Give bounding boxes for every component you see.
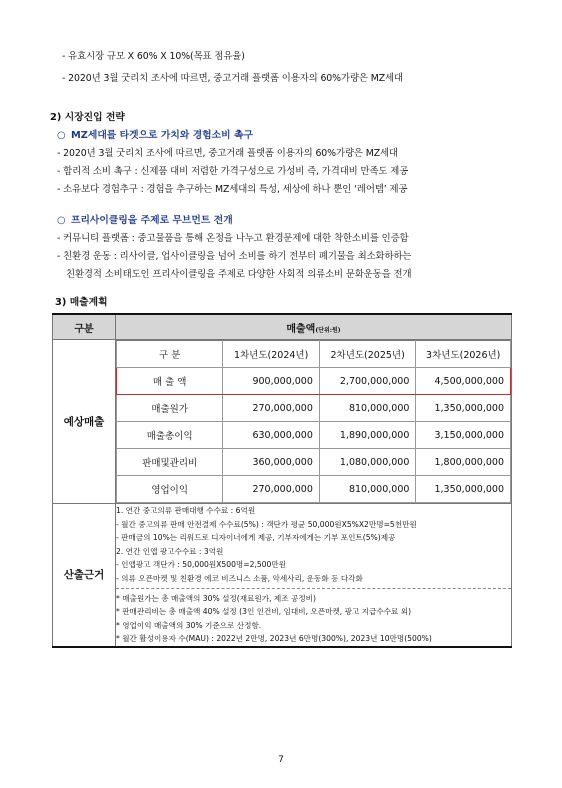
value-cell: 1,080,000,000 bbox=[319, 449, 416, 476]
table-row bbox=[117, 449, 511, 476]
value-cell: 1,890,000,000 bbox=[319, 422, 416, 449]
basis-note: * 월간 활성이용자 수(MAU) : 2022년 2만명, 2023년 6만명(300%), 2023년 10만명(500%) bbox=[116, 634, 432, 644]
row-label-basis: 산출근거 bbox=[53, 504, 116, 647]
row-label: 매 출 액 bbox=[117, 368, 223, 395]
header-cell: 구 분 bbox=[117, 341, 223, 368]
value-cell: 2,700,000,000 bbox=[319, 368, 416, 395]
sales-plan-table bbox=[52, 313, 512, 648]
table-col-label: 구분 bbox=[53, 314, 116, 340]
value-cell: 630,000,000 bbox=[223, 422, 320, 449]
section2-sub1-line-1: - 2020년 3월 굿리치 조사에 따르면, 중고거래 플랫폼 이용자의 60%가량은 MZ세대 bbox=[57, 148, 398, 159]
table-row bbox=[117, 422, 511, 449]
header-cell: 1차년도(2024년) bbox=[223, 341, 320, 368]
value-cell: 270,000,000 bbox=[223, 395, 320, 422]
page-number: 7 bbox=[278, 755, 284, 765]
value-cell: 3,150,000,000 bbox=[416, 422, 511, 449]
section3-title: 3) 매출계획 bbox=[55, 297, 108, 308]
forecast-table bbox=[116, 340, 511, 503]
value-cell: 1,350,000,000 bbox=[416, 395, 511, 422]
table-header-sales: 매출액(단위:원) bbox=[116, 314, 512, 340]
basis-content bbox=[116, 504, 512, 647]
basis-line: - 의류 오픈마켓 및 친환경 에코 비즈니스 소품, 악세사리, 운동화 등 다각화 bbox=[116, 573, 363, 583]
row-label: 매출총이익 bbox=[117, 422, 223, 449]
row-label-forecast: 예상매출 bbox=[53, 340, 116, 504]
intro-line-1: - 유효시장 규모 X 60% X 10%(목표 점유율) bbox=[62, 51, 245, 62]
basis-note: * 영업이익 매출액의 30% 기준으로 산정함. bbox=[116, 620, 262, 630]
basis-line: 1. 연간 중고의류 판매대행 수수료 : 6억원 bbox=[116, 506, 256, 515]
table-row bbox=[117, 368, 511, 395]
header-cell: 2차년도(2025년) bbox=[319, 341, 416, 368]
circle-bullet-icon: ○ bbox=[57, 130, 66, 141]
value-cell: 1,800,000,000 bbox=[416, 449, 511, 476]
section2-sub1-title: ○ MZ세대를 타겟으로 가치와 경험소비 촉구 bbox=[57, 130, 253, 141]
value-cell: 1,350,000,000 bbox=[416, 476, 511, 503]
basis-note: * 판매관리비는 총 매출액 40% 설정 (3인 인건비, 임대비, 오픈마켓, 광고 지급수수료 외) bbox=[116, 607, 412, 617]
row-label: 매출원가 bbox=[117, 395, 223, 422]
section2-sub2-title: ○ 프리사이클링을 주제로 무브먼트 전개 bbox=[57, 215, 233, 226]
table-header-row bbox=[117, 341, 511, 368]
basis-note: * 매출원가는 총 매출액의 30% 설정(재료원가, 제조 공정비) bbox=[116, 593, 316, 603]
basis-line: - 인앱광고 객단가 : 50,000원X500명=2,500만원 bbox=[116, 560, 287, 570]
value-cell: 4,500,000,000 bbox=[416, 368, 511, 395]
value-cell: 900,000,000 bbox=[223, 368, 320, 395]
value-cell: 360,000,000 bbox=[223, 449, 320, 476]
section2-sub2-line-3: 친환경적 소비태도인 프리사이클링을 주제로 다양한 사회적 의류소비 문화운동을 전개 bbox=[66, 269, 412, 280]
section2-sub1-line-3: - 소유보다 경험추구 : 경험을 추구하는 MZ세대의 특성, 세상에 하나 뿐인 ‘레어템’ 제공 bbox=[57, 184, 408, 195]
table-header-unit: (단위:원) bbox=[315, 326, 341, 334]
table-row bbox=[117, 395, 511, 422]
row-label: 판매및관리비 bbox=[117, 449, 223, 476]
section2-title: 2) 시장진입 전략 bbox=[50, 112, 125, 123]
basis-line: 2. 연간 인앱 광고수수료 : 3억원 bbox=[116, 546, 224, 556]
value-cell: 270,000,000 bbox=[223, 476, 320, 503]
value-cell: 810,000,000 bbox=[319, 476, 416, 503]
basis-line: - 월간 중고의류 판매 안전결제 수수료(5%) : 객단가 평균 50,000원X5%X2만명=5천만원 bbox=[116, 519, 417, 529]
value-cell: 810,000,000 bbox=[319, 395, 416, 422]
circle-bullet-icon: ○ bbox=[57, 215, 66, 226]
table-row bbox=[117, 476, 511, 503]
section2-sub2-line-1: - 커뮤니티 플랫폼 : 중고물품을 통해 온정을 나누고 환경문제에 대한 착한소비를 인증함 bbox=[57, 233, 409, 244]
section2-sub2-line-2: - 친환경 운동 : 리사이클, 업사이클링을 넘어 소비를 하기 전부터 폐기물을 최소화하하는 bbox=[57, 251, 412, 262]
dashed-divider bbox=[116, 588, 511, 589]
basis-line: - 판매금의 10%는 리워드로 디자이너에게 제공, 기부자에게는 기부 포인트(5%)제공 bbox=[116, 533, 396, 543]
section2-sub1-line-2: - 합리적 소비 촉구 : 신제품 대비 저렴한 가격구성으로 가성비 즉, 가격대비 만족도 제공 bbox=[57, 166, 409, 177]
header-cell: 3차년도(2026년) bbox=[416, 341, 511, 368]
intro-line-2: - 2020년 3월 굿리치 조사에 따르면, 중고거래 플랫폼 이용자의 60%가량은 MZ세대 bbox=[62, 73, 403, 84]
row-label: 영업이익 bbox=[117, 476, 223, 503]
